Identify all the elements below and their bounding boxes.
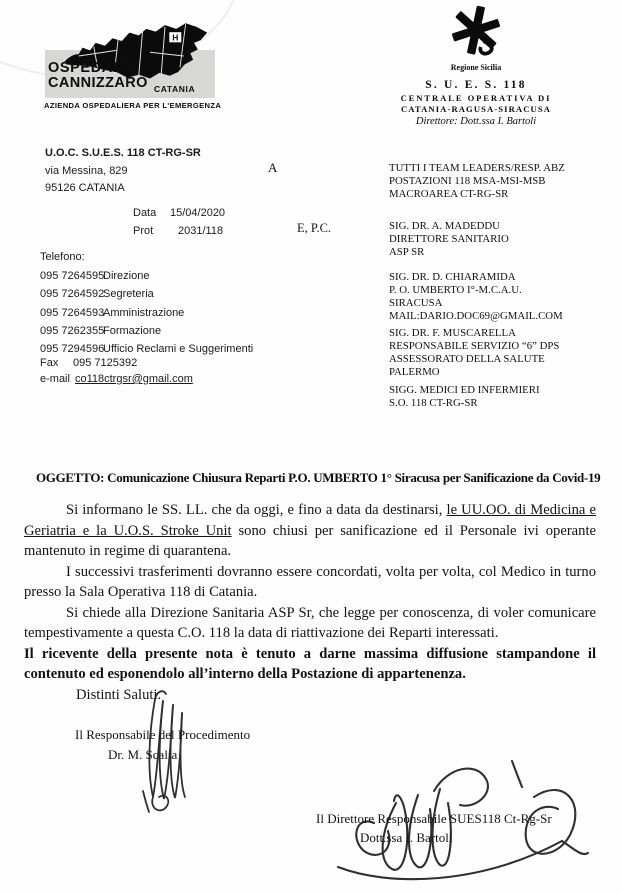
recipient-line: RESPONSABILE SERVIZIO “6” DPS [389, 340, 560, 352]
recipient-group [389, 220, 509, 259]
protocol-label: Prot [133, 225, 154, 237]
phone-row [40, 304, 253, 322]
recipient-group [389, 271, 563, 323]
phone-section-label: Telefono: [40, 251, 85, 263]
hospital-tagline: AZIENDA OSPEDALIERA PER L'EMERGENZA [44, 101, 222, 110]
phone-row [40, 285, 253, 303]
sues-title: S. U. E. S. 118 [425, 79, 527, 91]
paragraph-2: I successivi trasferimenti dovranno essere concordati, volta per volta, col Medico in turno presso la Sala Operativa 118 di Catania. [24, 563, 596, 600]
hospital-city: CATANIA [154, 84, 196, 94]
left-signature-name: Dr. M. Scalia [108, 747, 178, 762]
fax-label: Fax [40, 357, 59, 369]
fax-value: 095 7125392 [73, 357, 138, 369]
phone-number: 095 7264593 [40, 306, 105, 319]
phone-dept: Segreteria [103, 288, 154, 301]
recipient-line: ASSESSORATO DELLA SALUTE [389, 353, 545, 365]
sues-subtitle1: CENTRALE OPERATIVA DI [400, 93, 552, 103]
phone-dept: Direzione [103, 270, 150, 282]
subject-line: OGGETTO: Comunicazione Chiusura Reparti P.O. UMBERTO 1° Siracusa per Sanificazione da Covid-19 [36, 470, 601, 485]
protocol-value: 2031/118 [178, 225, 224, 237]
recipient-line: ASP SR [389, 246, 425, 258]
hospital-marker-letter: H [172, 32, 179, 43]
right-signature-name: Dott.ssa I. Bartoli [360, 830, 453, 845]
recipient-line: S.O. 118 CT-RG-SR [389, 397, 478, 409]
sender-unit: U.O.C. S.U.E.S. 118 CT-RG-SR [45, 147, 201, 159]
phone-row [40, 267, 253, 285]
routing-to-label: A [268, 160, 278, 175]
closing-salutation: Distinti Saluti. [76, 686, 162, 703]
paragraph-1-start: Si informano le SS. LL. che da oggi, e fino a data da destinarsi, [66, 502, 447, 518]
recipient-line: POSTAZIONI 118 MSA-MSI-MSB [389, 175, 546, 187]
paragraph-4-bold: Il ricevente della presente nota è tenuto a darne massima diffusione stampandone il contenuto ed esponendolo all’interno della Postazione di appartenenza. [24, 645, 596, 682]
recipient-group [389, 327, 559, 379]
recipient-group [389, 162, 565, 201]
sues-subtitle2: CATANIA-RAGUSA-SIRACUSA [400, 104, 552, 114]
phone-number: 095 7264592 [40, 288, 105, 301]
phone-dept: Formazione [103, 324, 162, 337]
paragraph-3: Si chiede alla Direzione Sanitaria ASP Sr, che legge per conoscenza, di voler comunicare tempestivamente a questa C.O. 118 la data di riattivazione dei Reparti interessati. [24, 604, 596, 641]
phone-number: 095 7294596 [40, 343, 105, 356]
sender-city: 95126 CATANIA [45, 182, 125, 194]
phone-dept: Amministrazione [103, 306, 185, 319]
date-value: 15/04/2020 [170, 207, 226, 219]
routing-cc-label: E, P.C. [297, 221, 332, 235]
recipient-line: PALERMO [389, 366, 440, 378]
recipient-line: SIRACUSA [389, 297, 443, 309]
paragraph-1 [24, 500, 596, 562]
sues-region: Regione Sicilia [450, 63, 502, 72]
recipient-line: DIRETTORE SANITARIO [389, 233, 509, 245]
star-of-life-icon [447, 4, 505, 60]
phone-row [40, 340, 253, 358]
phone-row [40, 322, 253, 340]
recipient-line: SIG. DR. A. MADEDDU [389, 220, 500, 232]
right-signature-role: Il Direttore Responsabile SUES118 Ct-Rg-Sr [316, 811, 552, 826]
hospital-logo [38, 14, 220, 114]
recipient-line: SIG. DR. D. CHIARAMIDA [389, 271, 516, 283]
hospital-name-line1: OSPEDALE [48, 60, 133, 76]
signature-scribble-right [330, 745, 592, 892]
phone-number: 095 7264595 [40, 270, 105, 282]
recipient-line: MACROAREA CT-RG-SR [389, 188, 509, 200]
recipient-line: SIG. DR. F. MUSCARELLA [389, 327, 516, 339]
fax-row [40, 357, 137, 369]
phone-number: 095 7262355 [40, 324, 105, 337]
phone-dept: Ufficio Reclami e Suggerimenti [103, 343, 254, 356]
letter-body [24, 500, 596, 705]
date-label: Data [133, 207, 157, 219]
signature-scribble-left [125, 685, 220, 817]
recipient-line: TUTTI I TEAM LEADERS/RESP. ABZ [389, 162, 565, 174]
recipient-group [389, 384, 540, 410]
email-address: co118ctrgsr@gmail.com [74, 373, 193, 385]
email-label: e-mail [40, 373, 70, 385]
recipient-line: P. O. UMBERTO I°-M.C.A.U. [389, 284, 522, 296]
recipient-line: MAIL:DARIO.DOC69@GMAIL.COM [389, 310, 563, 322]
paragraph-1-end: sono chiusi per sanificazione ed il Personale ivi operante mantenuto in regime di quarantena. [24, 522, 596, 559]
email-row [40, 373, 193, 385]
sues-letterhead [392, 4, 560, 127]
hospital-name-line2: CANNIZZARO [48, 75, 148, 91]
left-signature-role: Il Responsabile del Procedimento [75, 727, 251, 742]
phone-list [40, 267, 253, 358]
sender-street: via Messina, 829 [45, 164, 128, 177]
paragraph-1-underlined: le UU.OO. di Medicina e Geriatria e la U.O.S. Stroke Unit [24, 502, 596, 539]
recipient-line: SIGG. MEDICI ED INFERMIERI [389, 384, 540, 396]
sues-director: Direttore: Dott.ssa I. Bartoli [415, 116, 537, 127]
